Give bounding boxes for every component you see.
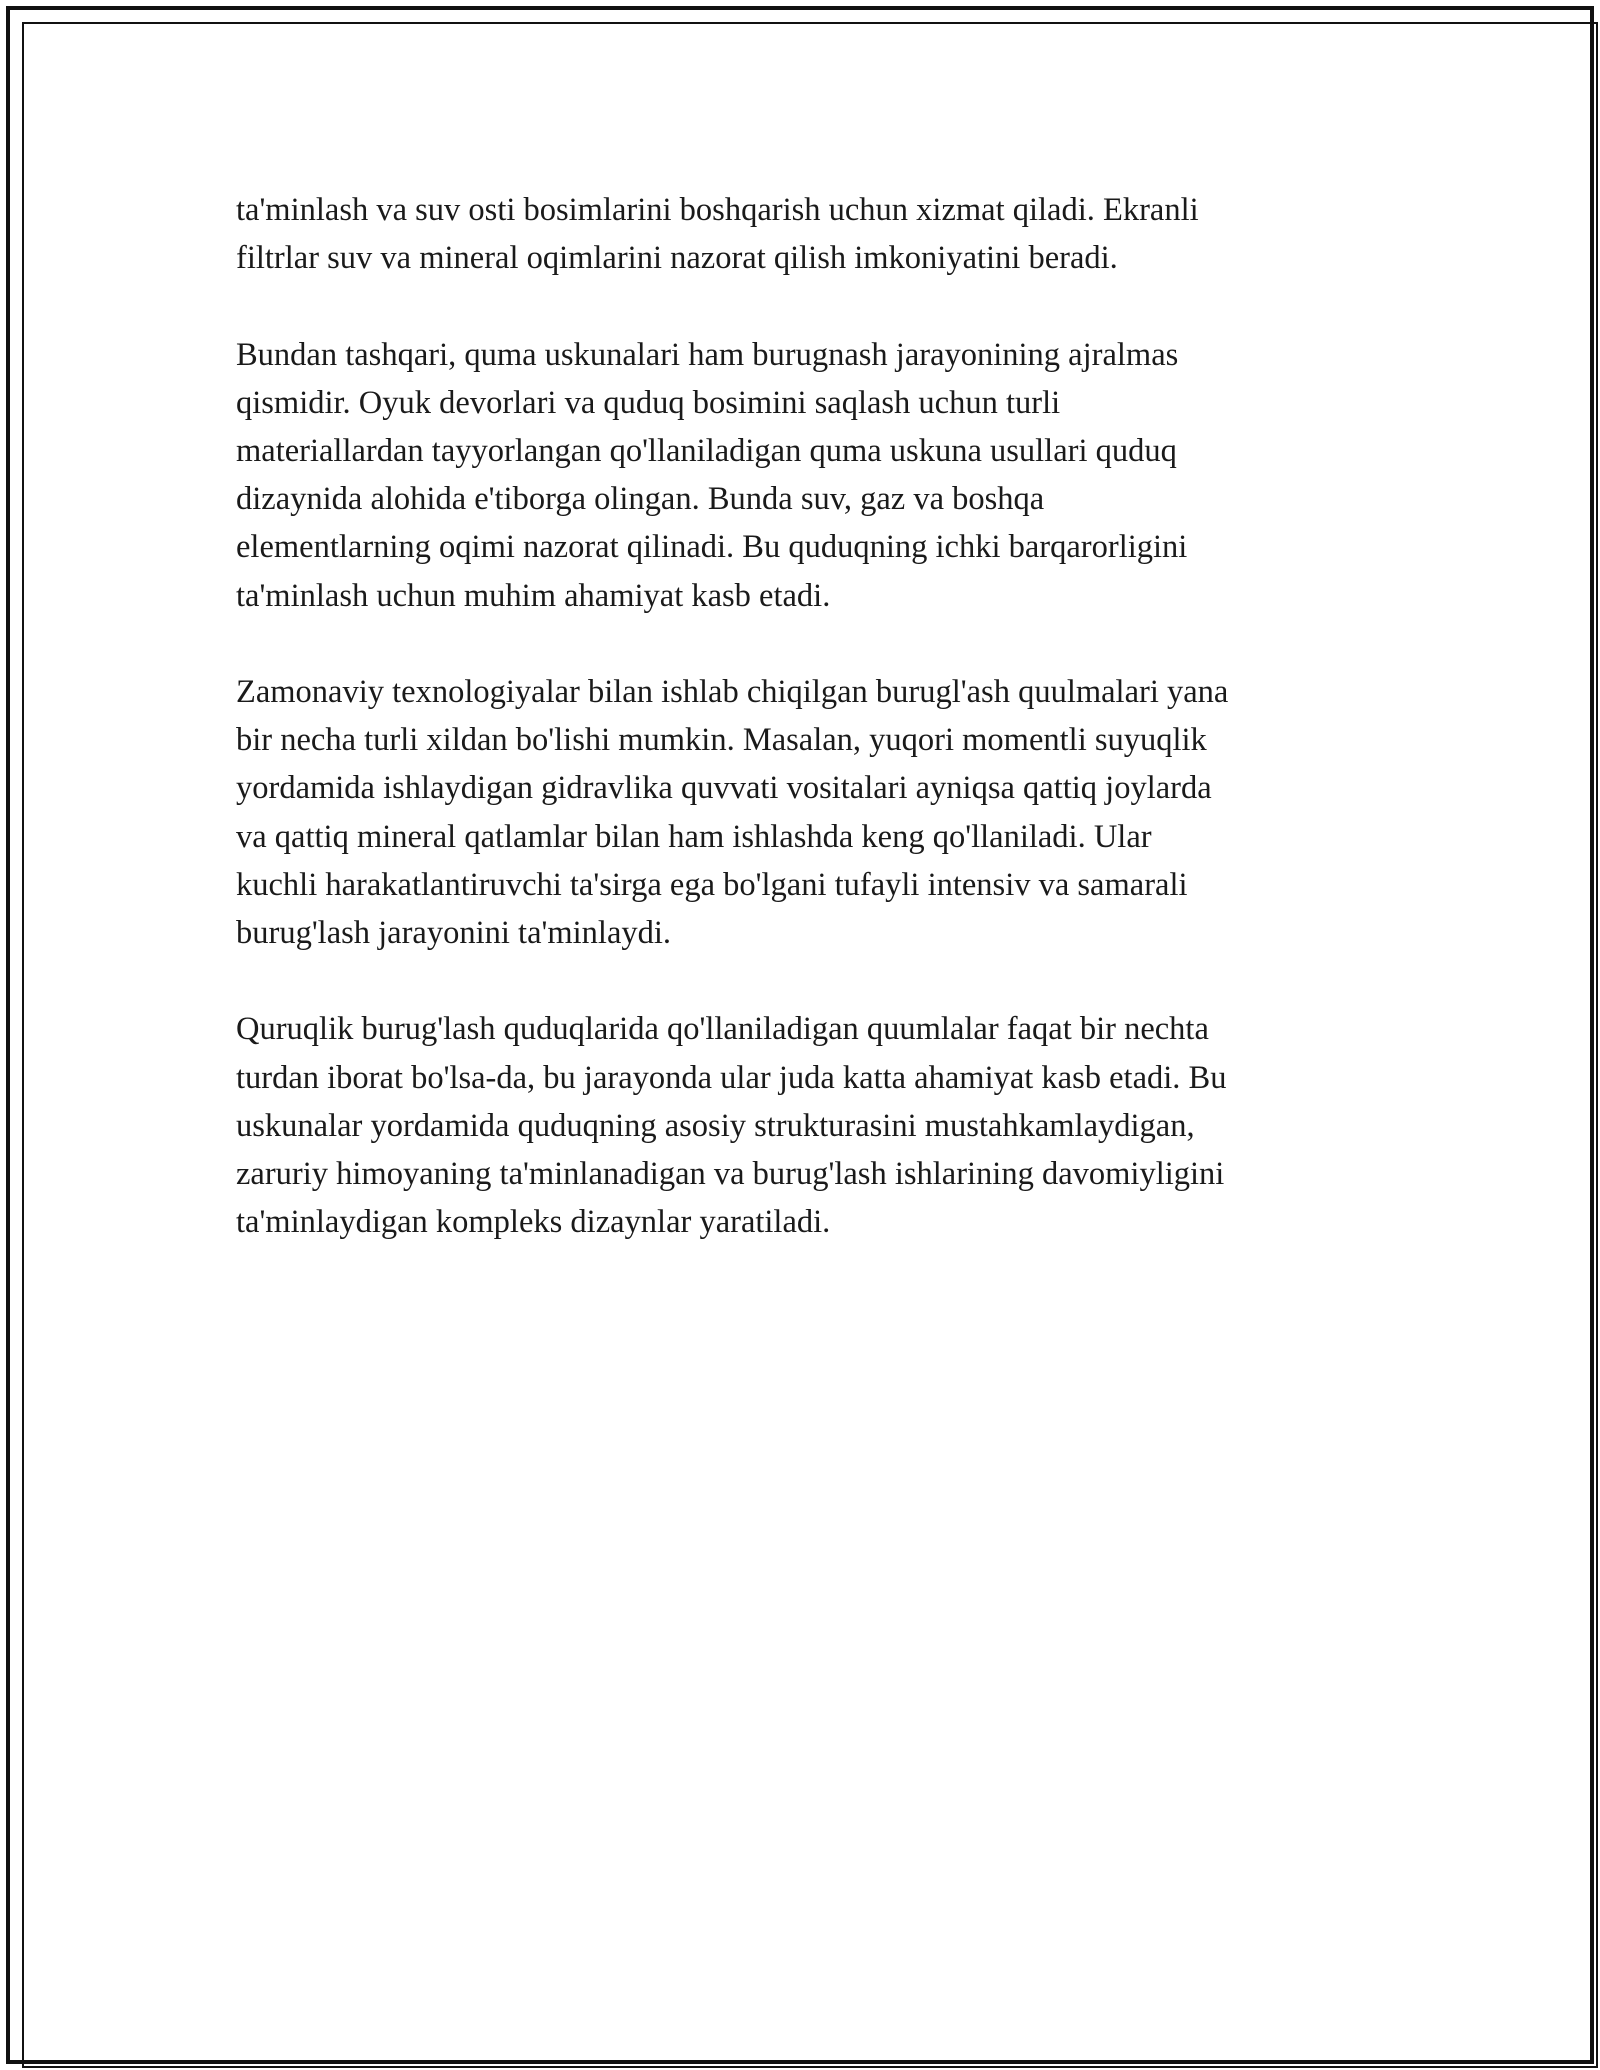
text-line: ta'minlash va suv osti bosimlarini boshqarish uchun xizmat qiladi. Ekranli [236, 192, 1199, 228]
text-line: dizaynida alohida e'tiborga olingan. Bunda suv, gaz va boshqa [236, 481, 1045, 518]
text-line: uskunalar yordamida quduqning asosiy strukturasini mustahkamlaydigan, [236, 1107, 1195, 1144]
text-line: qismidir. Oyuk devorlari va quduq bosimini saqlash uchun turli [236, 384, 1061, 421]
paragraph-4 [236, 1005, 1366, 1246]
text-line: Zamonaviy texnologiyalar bilan ishlab chiqilgan burugl'ash quulmalari yana [236, 674, 1229, 710]
text-line: elementlarning oqimi nazorat qilinadi. Bu quduqning ichki barqarorligini [236, 529, 1188, 566]
text-line: va qattiq mineral qatlamlar bilan ham ishlashda keng qo'llaniladi. Ular [236, 818, 1152, 855]
text-line: bir necha turli xildan bo'lishi mumkin. Masalan, yuqori momentli suyuqlik [236, 722, 1207, 759]
text-line: kuchli harakatlantiruvchi ta'sirga ega bo'lgani tufayli intensiv va samarali [236, 866, 1188, 903]
text-line: Bundan tashqari, quma uskunalari ham burugnash jarayonining ajralmas [236, 336, 1179, 373]
text-line: materiallardan tayyorlangan qo'llaniladigan quma uskuna usullari quduq [236, 433, 1177, 469]
paragraph-2 [236, 331, 1366, 620]
paragraph-1 [236, 186, 1366, 282]
text-line: burug'lash jarayonini ta'minlaydi. [236, 915, 672, 952]
text-line: filtrlar suv va mineral oqimlarini nazorat qilish imkoniyatini beradi. [236, 240, 1118, 277]
document-body [236, 186, 1366, 1295]
text-line: ta'minlaydigan kompleks dizaynlar yaratiladi. [236, 1204, 831, 1241]
text-line: yordamida ishlaydigan gidravlika quvvati vositalari ayniqsa qattiq joylarda [236, 770, 1212, 807]
text-line: turdan iborat bo'lsa-da, bu jarayonda ular juda katta ahamiyat kasb etadi. Bu [236, 1059, 1227, 1096]
paragraph-3 [236, 668, 1366, 957]
text-line: Quruqlik burug'lash quduqlarida qo'llaniladigan quumlalar faqat bir nechta [236, 1011, 1209, 1048]
text-line: zaruriy himoyaning ta'minlanadigan va burug'lash ishlarining davomiyligini [236, 1156, 1225, 1193]
text-line: ta'minlash uchun muhim ahamiyat kasb etadi. [236, 577, 831, 614]
